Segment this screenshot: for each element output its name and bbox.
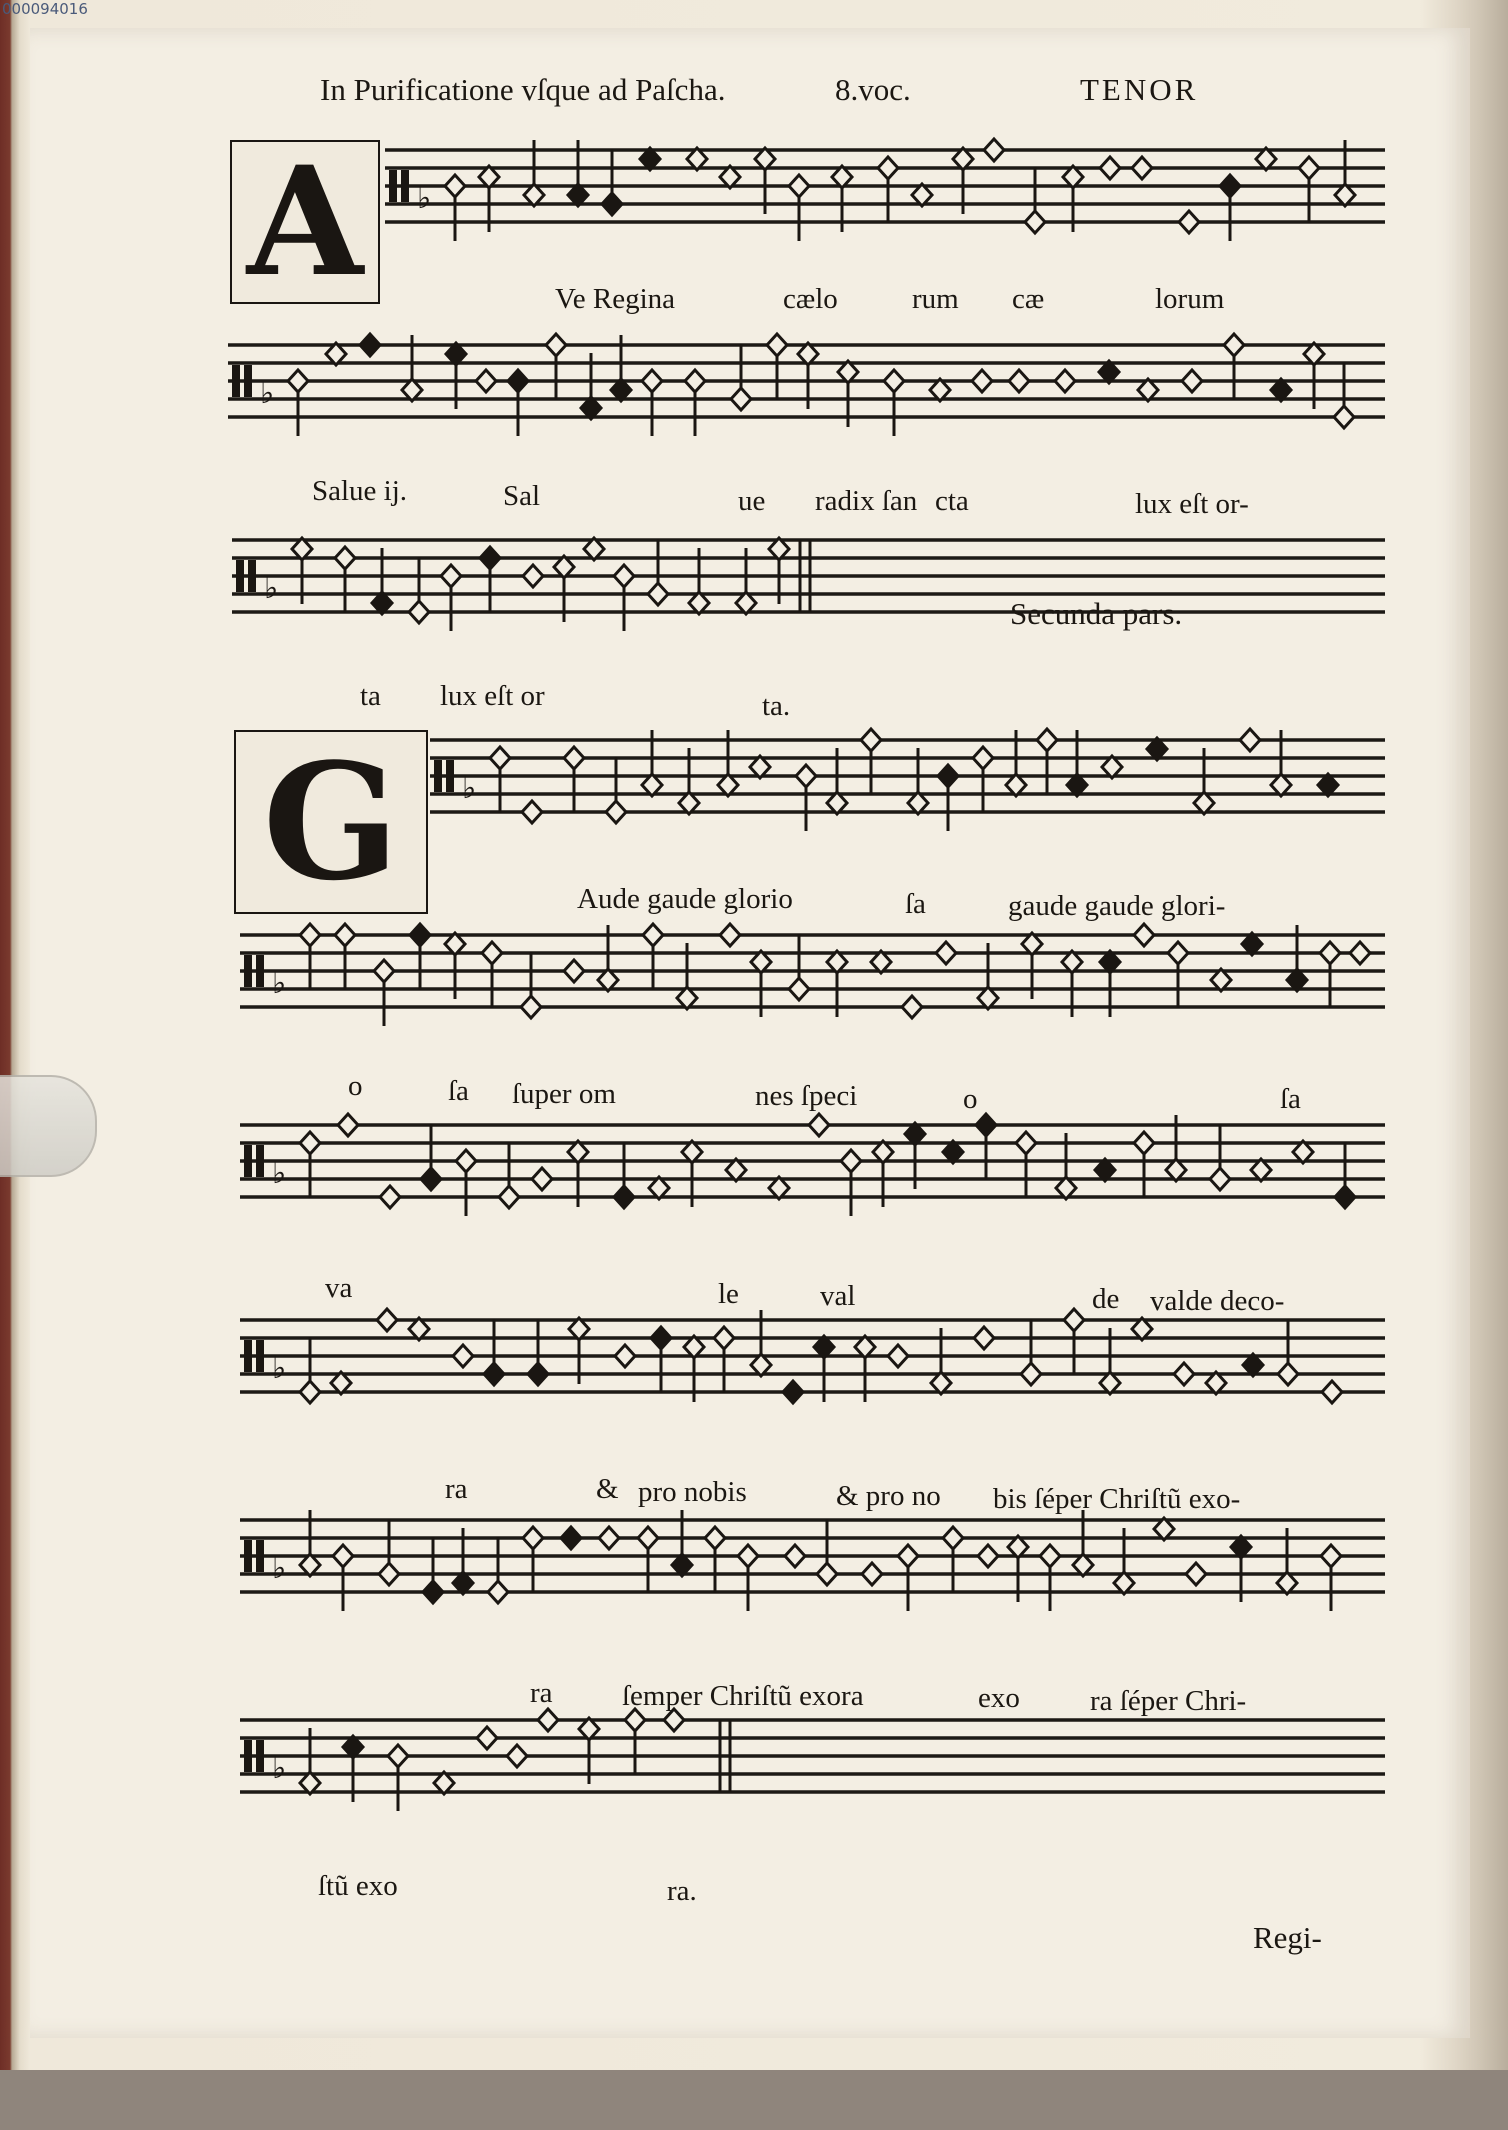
lyric: ſa <box>1280 1083 1301 1115</box>
note-icon <box>1220 175 1240 197</box>
note-icon <box>1016 1132 1036 1154</box>
lyric: le <box>718 1278 739 1310</box>
note-icon <box>499 1186 519 1208</box>
note-icon <box>1350 942 1370 964</box>
note-icon <box>1335 1186 1355 1208</box>
note-icon <box>1100 157 1120 179</box>
lyric: ta <box>360 680 381 712</box>
note-icon <box>973 747 993 769</box>
c-clef-icon <box>244 1740 252 1772</box>
note-icon <box>714 1327 734 1349</box>
note-icon <box>564 747 584 769</box>
note-icon <box>377 1309 397 1331</box>
c-clef-icon <box>446 760 454 792</box>
note-icon <box>1174 1363 1194 1385</box>
lyric: lorum <box>1155 283 1225 315</box>
note-icon <box>484 1363 504 1385</box>
note-icon <box>898 1545 918 1567</box>
note-icon <box>338 1114 358 1136</box>
note-icon <box>532 1168 552 1190</box>
lyric: gaude gaude glori- <box>1008 890 1226 922</box>
note-icon <box>456 1150 476 1172</box>
lyric: ra <box>445 1473 468 1505</box>
note-icon <box>360 334 380 356</box>
note-icon <box>817 1563 837 1585</box>
note-icon <box>978 1545 998 1567</box>
lyric: rum <box>912 283 959 315</box>
note-icon <box>638 1527 658 1549</box>
note-icon <box>1240 729 1260 751</box>
lyric: cælo <box>783 283 838 315</box>
note-icon <box>480 547 500 569</box>
note-icon <box>642 370 662 392</box>
note-icon <box>523 1527 543 1549</box>
c-clef-icon <box>434 760 442 792</box>
note-icon <box>599 1527 619 1549</box>
note-icon <box>861 729 881 751</box>
note-icon <box>767 334 787 356</box>
c-clef-icon <box>244 365 252 397</box>
note-icon <box>488 1581 508 1603</box>
note-icon <box>651 1327 671 1349</box>
flat-icon: ♭ <box>272 1551 287 1586</box>
note-icon <box>538 1709 558 1731</box>
note-icon <box>1334 406 1354 428</box>
note-icon <box>1168 942 1188 964</box>
lyric: Aude gaude glorio <box>577 883 793 915</box>
lyric: ra. <box>667 1875 697 1907</box>
note-icon <box>521 996 541 1018</box>
c-clef-icon <box>256 1740 264 1772</box>
note-icon <box>1224 334 1244 356</box>
note-icon <box>943 1527 963 1549</box>
note-icon <box>614 1186 634 1208</box>
lyric: radix ſan <box>815 485 918 517</box>
flat-icon: ♭ <box>272 1751 287 1786</box>
c-clef-icon <box>389 170 397 202</box>
lyric: ra ſéper Chri- <box>1090 1685 1247 1717</box>
lyric: de <box>1092 1283 1120 1315</box>
note-icon <box>938 765 958 787</box>
note-icon <box>878 157 898 179</box>
note-icon <box>1278 1363 1298 1385</box>
note-icon <box>374 960 394 982</box>
note-icon <box>335 924 355 946</box>
note-icon <box>423 1581 443 1603</box>
decorated-initial-a: A <box>230 140 380 304</box>
note-icon <box>507 1745 527 1767</box>
lyric: & <box>596 1473 619 1505</box>
c-clef-icon <box>236 560 244 592</box>
lyric: Salue ij. <box>312 475 408 507</box>
note-icon <box>796 765 816 787</box>
note-icon <box>862 1563 882 1585</box>
note-icon <box>984 139 1004 161</box>
note-icon <box>441 565 461 587</box>
c-clef-icon <box>256 1340 264 1372</box>
lyric: valde deco- <box>1150 1285 1285 1317</box>
c-clef-icon <box>256 955 264 987</box>
lyric: ue <box>738 485 766 517</box>
note-icon <box>1299 157 1319 179</box>
note-icon <box>602 193 622 215</box>
note-icon <box>1210 1168 1230 1190</box>
lyric: ſtũ exo <box>318 1870 398 1902</box>
note-icon <box>606 801 626 823</box>
note-icon <box>972 370 992 392</box>
note-icon <box>490 747 510 769</box>
note-icon <box>614 565 634 587</box>
c-clef-icon <box>244 955 252 987</box>
note-icon <box>1132 157 1152 179</box>
lyric: o <box>348 1070 363 1102</box>
note-icon <box>445 175 465 197</box>
note-icon <box>738 1545 758 1567</box>
note-icon <box>1179 211 1199 233</box>
note-icon <box>731 388 751 410</box>
note-icon <box>561 1527 581 1549</box>
note-icon <box>1055 370 1075 392</box>
flat-icon: ♭ <box>272 1156 287 1191</box>
c-clef-icon <box>248 560 256 592</box>
c-clef-icon <box>232 365 240 397</box>
note-icon <box>477 1727 497 1749</box>
lyric: ſa <box>905 888 926 920</box>
note-icon <box>785 1545 805 1567</box>
note-icon <box>841 1150 861 1172</box>
scan-identifier: 000094016 <box>2 0 88 18</box>
header-part: TENOR <box>1080 72 1199 107</box>
flat-icon: ♭ <box>272 966 287 1001</box>
note-icon <box>783 1381 803 1403</box>
c-clef-icon <box>256 1540 264 1572</box>
note-icon <box>648 583 668 605</box>
flat-icon: ♭ <box>462 771 477 806</box>
note-icon <box>409 601 429 623</box>
note-icon <box>482 942 502 964</box>
lyric: ſuper om <box>512 1078 616 1110</box>
c-clef-icon <box>244 1145 252 1177</box>
note-icon <box>615 1345 635 1367</box>
note-icon <box>1040 1545 1060 1567</box>
note-icon <box>789 978 809 1000</box>
note-icon <box>705 1527 725 1549</box>
lyric: ta. <box>762 690 791 722</box>
header-title: In Purificatione vſque ad Paſcha. <box>320 72 726 107</box>
note-icon <box>643 924 663 946</box>
note-icon <box>300 924 320 946</box>
note-icon <box>1134 1132 1154 1154</box>
note-icon <box>476 370 496 392</box>
lyric: ſa <box>448 1075 469 1107</box>
note-icon <box>528 1363 548 1385</box>
note-icon <box>1009 370 1029 392</box>
lyric: pro nobis <box>638 1476 747 1508</box>
note-icon <box>410 924 430 946</box>
lyric: exo <box>978 1682 1020 1714</box>
note-icon <box>720 924 740 946</box>
note-icon <box>1021 1363 1041 1385</box>
note-icon <box>685 370 705 392</box>
note-icon <box>888 1345 908 1367</box>
note-icon <box>523 565 543 587</box>
lyric: bis ſéper Chriſtũ exo- <box>993 1483 1241 1515</box>
lyric: lux eſt or <box>440 680 545 712</box>
note-icon <box>974 1327 994 1349</box>
lyric: Ve Regina <box>555 283 675 315</box>
note-icon <box>1182 370 1202 392</box>
note-icon <box>1064 1309 1084 1331</box>
lyric: Sal <box>503 480 541 512</box>
c-clef-icon <box>256 1145 264 1177</box>
note-icon <box>421 1168 441 1190</box>
note-icon <box>936 942 956 964</box>
note-icon <box>546 334 566 356</box>
lyric: val <box>820 1280 856 1312</box>
note-icon <box>1322 1381 1342 1403</box>
note-icon <box>1037 729 1057 751</box>
c-clef-icon <box>244 1340 252 1372</box>
catchword: Regi- <box>1253 1920 1322 1955</box>
note-icon <box>1186 1563 1206 1585</box>
note-icon <box>1134 924 1154 946</box>
note-icon <box>300 1132 320 1154</box>
flat-icon: ♭ <box>417 181 432 216</box>
lyric: & pro no <box>836 1480 941 1512</box>
note-icon <box>522 801 542 823</box>
note-icon <box>902 996 922 1018</box>
note-icon <box>379 1563 399 1585</box>
lyric: nes ſpeci <box>755 1080 858 1112</box>
note-icon <box>333 1545 353 1567</box>
note-icon <box>789 175 809 197</box>
lyric: ra <box>530 1677 553 1709</box>
note-icon <box>380 1186 400 1208</box>
lyric: ſemper Chriſtũ exora <box>622 1680 864 1712</box>
note-icon <box>1320 942 1340 964</box>
note-icon <box>1025 211 1045 233</box>
lyric: o <box>963 1083 978 1115</box>
flat-icon: ♭ <box>264 571 279 606</box>
section-label: Secunda pars. <box>1010 596 1183 631</box>
note-icon <box>809 1114 829 1136</box>
note-icon <box>288 370 308 392</box>
c-clef-icon <box>401 170 409 202</box>
note-icon <box>976 1114 996 1136</box>
flat-icon: ♭ <box>272 1351 287 1386</box>
flat-icon: ♭ <box>260 376 275 411</box>
note-icon <box>1321 1545 1341 1567</box>
note-icon <box>335 547 355 569</box>
note-icon <box>508 370 528 392</box>
decorated-initial-g: G <box>234 730 428 914</box>
lyric: cta <box>935 485 969 517</box>
lyric: lux eſt or- <box>1135 488 1249 520</box>
note-icon <box>564 960 584 982</box>
note-icon <box>453 1345 473 1367</box>
lyric: va <box>325 1272 353 1304</box>
lyric: cæ <box>1012 283 1045 315</box>
c-clef-icon <box>244 1540 252 1572</box>
note-icon <box>884 370 904 392</box>
note-icon <box>388 1745 408 1767</box>
note-icon <box>300 1381 320 1403</box>
header-voices: 8.voc. <box>835 72 911 107</box>
